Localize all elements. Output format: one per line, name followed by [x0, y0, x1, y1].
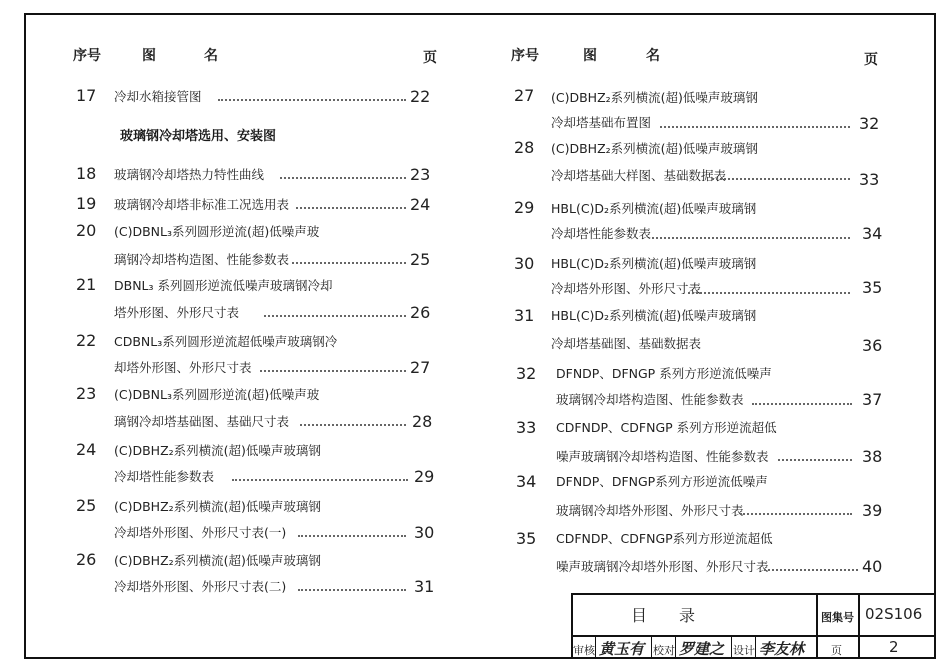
entry-number: 33	[516, 418, 537, 437]
entry-title-line-2: 冷却塔性能参数表	[551, 226, 652, 241]
leader-dots	[232, 479, 408, 481]
leader-dots	[264, 315, 406, 317]
leader-dots	[296, 207, 406, 209]
leader-dots	[688, 292, 850, 294]
leader-dots	[778, 459, 852, 461]
leader-dots	[292, 262, 406, 264]
entry-number: 27	[514, 86, 535, 105]
entry-title-line-1: CDFNDP、CDFNGP系列方形逆流超低	[556, 531, 773, 546]
entry-title-line-1: (C)DBHZ₂系列横流(超)低噪声玻璃钢	[114, 499, 321, 514]
entry-number: 29	[514, 198, 535, 217]
entry-title: 玻璃钢冷却塔非标准工况选用表	[114, 197, 290, 212]
entry-number: 24	[76, 440, 97, 459]
entry-page: 34	[862, 224, 883, 243]
check-label: 校对	[653, 644, 675, 657]
left-header-no: 序号	[73, 48, 101, 64]
right-header-page: 页	[864, 52, 878, 68]
entry-page: 31	[414, 577, 435, 596]
entry-number: 25	[76, 496, 97, 515]
entry-title-line-2: 冷却塔性能参数表	[114, 469, 215, 484]
entry-page: 29	[414, 467, 435, 486]
entry-title-line-2: 冷却塔基础图、基础数据表	[551, 336, 702, 351]
entry-title-line-1: HBL(C)D₂系列横流(超)低噪声玻璃钢	[551, 201, 757, 216]
entry-title-line-2: 玻璃钢冷却塔外形图、外形尺寸表	[556, 503, 744, 518]
leader-dots	[280, 177, 406, 179]
entry-page: 37	[862, 390, 883, 409]
leader-dots	[652, 237, 850, 239]
entry-title-line-2: 噪声玻璃钢冷却塔外形图、外形尺寸表	[556, 559, 769, 574]
entry-number: 32	[516, 364, 537, 383]
check-signature: 罗建之	[679, 640, 725, 658]
page-label: 页	[831, 644, 842, 657]
entry-page: 28	[412, 412, 433, 431]
entry-page: 25	[410, 250, 431, 269]
entry-page: 38	[862, 447, 883, 466]
entry-title-line-1: (C)DBNL₃系列圆形逆流(超)低噪声玻	[114, 224, 320, 239]
right-header-title-a: 图	[583, 48, 597, 64]
review-label: 审核	[573, 644, 595, 657]
entry-page: 27	[410, 358, 431, 377]
entry-page: 36	[862, 336, 883, 355]
entry-title-line-1: CDFNDP、CDFNGP 系列方形逆流超低	[556, 420, 777, 435]
entry-number: 21	[76, 275, 97, 294]
review-signature: 黄玉有	[599, 640, 645, 658]
entry-number: 19	[76, 194, 97, 213]
entry-title-line-1: (C)DBHZ₂系列横流(超)低噪声玻璃钢	[114, 553, 321, 568]
entry-page: 32	[859, 114, 880, 133]
title-block	[571, 593, 936, 659]
entry-number: 17	[76, 86, 97, 105]
entry-title-line-2: 冷却塔外形图、外形尺寸表(二)	[114, 579, 287, 594]
entry-title-line-2: 璃钢冷却塔基础图、基础尺寸表	[114, 414, 290, 429]
entry-title-line-1: (C)DBHZ₂系列横流(超)低噪声玻璃钢	[551, 141, 758, 156]
entry-title-line-2: 璃钢冷却塔构造图、性能参数表	[114, 252, 290, 267]
entry-title-line-2: 冷却塔基础布置图	[551, 115, 652, 130]
entry-title-line-1: HBL(C)D₂系列横流(超)低噪声玻璃钢	[551, 308, 757, 323]
leader-dots	[298, 589, 406, 591]
left-header-title-a: 图	[142, 48, 156, 64]
page-number: 2	[889, 638, 899, 656]
entry-title-line-1: (C)DBHZ₂系列横流(超)低噪声玻璃钢	[551, 90, 758, 105]
entry-title: 玻璃钢冷却塔热力特性曲线	[114, 167, 265, 182]
leader-dots	[752, 403, 852, 405]
leader-dots	[712, 178, 850, 180]
left-header-page: 页	[423, 50, 437, 66]
entry-title-line-2: 却塔外形图、外形尺寸表	[114, 360, 252, 375]
entry-page: 33	[859, 170, 880, 189]
entry-page: 23	[410, 165, 431, 184]
entry-number: 22	[76, 331, 97, 350]
entry-page: 26	[410, 303, 431, 322]
leader-dots	[298, 535, 406, 537]
entry-title-line-2: 冷却塔外形图、外形尺寸表(一)	[114, 525, 287, 540]
entry-title-line-1: (C)DBHZ₂系列横流(超)低噪声玻璃钢	[114, 443, 321, 458]
entry-number: 20	[76, 221, 97, 240]
entry-number: 18	[76, 164, 97, 183]
design-signature: 李友林	[759, 640, 805, 658]
entry-title-line-1: DBNL₃ 系列圆形逆流低噪声玻璃钢冷却	[114, 278, 333, 293]
leader-dots	[260, 370, 406, 372]
leader-dots	[660, 126, 850, 128]
entry-number: 23	[76, 384, 97, 403]
entry-title-line-2: 噪声玻璃钢冷却塔构造图、性能参数表	[556, 449, 769, 464]
entry-number: 31	[514, 306, 535, 325]
leader-dots	[764, 569, 858, 571]
entry-title-line-2: 塔外形图、外形尺寸表	[114, 305, 240, 320]
entry-title-line-2: 冷却塔外形图、外形尺寸表	[551, 281, 702, 296]
entry-number: 34	[516, 472, 537, 491]
entry-page: 22	[410, 87, 431, 106]
atlas-no: 02S106	[865, 605, 923, 623]
entry-title-line-1: DFNDP、DFNGP 系列方形逆流低噪声	[556, 366, 772, 381]
entry-title: 冷却水箱接管图	[114, 89, 202, 104]
right-header-title-b: 名	[646, 48, 660, 64]
leader-dots	[300, 424, 406, 426]
entry-title-line-1: CDBNL₃系列圆形逆流超低噪声玻璃钢冷	[114, 334, 338, 349]
title-block-title: 目 录	[631, 606, 704, 625]
entry-number: 28	[514, 138, 535, 157]
entry-page: 30	[414, 523, 435, 542]
atlas-no-label: 图集号	[821, 611, 854, 624]
right-header-no: 序号	[511, 48, 539, 64]
entry-page: 24	[410, 195, 431, 214]
entry-number: 30	[514, 254, 535, 273]
entry-number: 35	[516, 529, 537, 548]
entry-title-line-2: 冷却塔基础大样图、基础数据表	[551, 168, 727, 183]
section-title: 玻璃钢冷却塔选用、安装图	[120, 129, 277, 144]
entry-title-line-1: DFNDP、DFNGP系列方形逆流低噪声	[556, 474, 768, 489]
left-header-title-b: 名	[204, 48, 218, 64]
entry-title-line-1: HBL(C)D₂系列横流(超)低噪声玻璃钢	[551, 256, 757, 271]
entry-title-line-2: 玻璃钢冷却塔构造图、性能参数表	[556, 392, 744, 407]
entry-page: 35	[862, 278, 883, 297]
entry-page: 39	[862, 501, 883, 520]
leader-dots	[740, 513, 852, 515]
leader-dots	[218, 99, 406, 101]
entry-title-line-1: (C)DBNL₃系列圆形逆流(超)低噪声玻	[114, 387, 320, 402]
design-label: 设计	[733, 644, 755, 657]
entry-page: 40	[862, 557, 883, 576]
entry-number: 26	[76, 550, 97, 569]
